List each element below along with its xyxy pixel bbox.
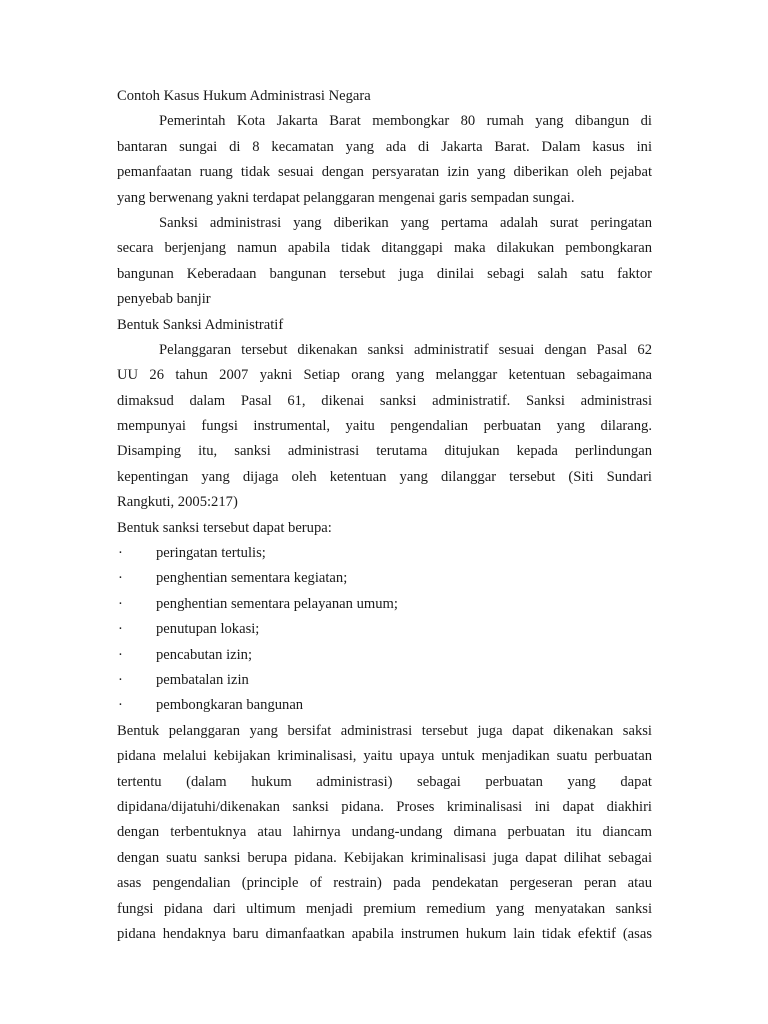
list-item-text: pencabutan izin; [156, 646, 253, 663]
list-item [117, 668, 652, 693]
paragraph-line: Pelanggaran tersebut dikenakan sanksi administratif sesuai dengan Pasal 62 [159, 341, 652, 358]
list-item-text: penutupan lokasi; [156, 621, 260, 638]
paragraph-line: pidana hendaknya baru dimanfaatkan apabila instrumen hukum lain tidak efektif (asas [117, 925, 652, 942]
list-item [117, 617, 652, 642]
paragraph-line: tertentu (dalam hukum administrasi) sebagai perbuatan yang dapat [117, 773, 652, 790]
section-heading: Bentuk Sanksi Administratif [117, 316, 284, 333]
paragraph-3 [117, 338, 652, 516]
list-item-text: penghentian sementara pelayanan umum; [156, 595, 398, 612]
paragraph-line: dimaksud dalam Pasal 61, dikenai sanksi administratif. Sanksi administrasi [117, 392, 652, 409]
list-item-text: pembongkaran bangunan [156, 697, 304, 714]
list-item-text: peringatan tertulis; [156, 545, 266, 562]
bullet-icon: · [118, 697, 123, 714]
sanction-list [117, 541, 652, 719]
list-item [117, 592, 652, 617]
bullet-icon: · [118, 570, 123, 587]
bullet-icon: · [118, 646, 123, 663]
list-intro: Bentuk sanksi tersebut dapat berupa: [117, 519, 332, 536]
document-page [117, 84, 652, 947]
bullet-icon: · [118, 545, 123, 562]
paragraph-line: pemanfaatan ruang tidak sesuai dengan persyaratan izin yang diberikan oleh pejabat [117, 164, 652, 181]
paragraph-line: kepentingan yang dijaga oleh ketentuan yang dilanggar tersebut (Siti Sundari [117, 468, 652, 485]
paragraph-line: Rangkuti, 2005:217) [117, 494, 238, 511]
list-item [117, 541, 652, 566]
bullet-icon: · [118, 621, 123, 638]
paragraph-line: secara berjenjang namun apabila tidak ditanggapi maka dilakukan pembongkaran [117, 240, 652, 257]
paragraph-line: dengan terbentuknya atau lahirnya undang-undang dimana perbuatan itu diancam [117, 824, 652, 841]
paragraph-line: Bentuk pelanggaran yang bersifat administrasi tersebut juga dapat dikenakan saksi [117, 722, 652, 739]
paragraph-4 [117, 719, 652, 948]
paragraph-line: bangunan Keberadaan bangunan tersebut juga dinilai sebagi salah satu faktor [117, 265, 652, 282]
list-item [117, 566, 652, 591]
paragraph-line: pidana melalui kebijakan kriminalisasi, yaitu upaya untuk menjadikan suatu perbuatan [117, 748, 652, 765]
list-item [117, 693, 652, 718]
paragraph-line: penyebab banjir [117, 291, 211, 308]
list-item-text: pembatalan izin [156, 671, 249, 688]
bullet-icon: · [118, 671, 123, 688]
paragraph-line: fungsi pidana dari ultimum menjadi premium remedium yang menyatakan sanksi [117, 900, 652, 917]
paragraph-line: Pemerintah Kota Jakarta Barat membongkar 80 rumah yang dibangun di [159, 113, 652, 130]
bullet-icon: · [118, 595, 123, 612]
paragraph-line: dengan suatu sanksi berupa pidana. Kebijakan kriminalisasi juga dapat dilihat sebagai [117, 849, 652, 866]
paragraph-line: bantaran sungai di 8 kecamatan yang ada di Jakarta Barat. Dalam kasus ini [117, 138, 652, 155]
paragraph-2 [117, 211, 652, 313]
paragraph-line: UU 26 tahun 2007 yakni Setiap orang yang melanggar ketentuan sebagaimana [117, 367, 652, 384]
document-title: Contoh Kasus Hukum Administrasi Negara [117, 88, 371, 104]
paragraph-line: dipidana/dijatuhi/dikenakan sanksi pidana. Proses kriminalisasi ini dapat diakhiri [117, 798, 652, 815]
paragraph-1 [117, 109, 652, 211]
paragraph-line: asas pengendalian (principle of restrain) pada pendekatan pergeseran peran atau [117, 875, 652, 892]
paragraph-line: Sanksi administrasi yang diberikan yang pertama adalah surat peringatan [159, 214, 652, 231]
list-item [117, 643, 652, 668]
paragraph-line: Disamping itu, sanksi administrasi terutama ditujukan kepada perlindungan [117, 443, 652, 460]
list-item-text: penghentian sementara kegiatan; [156, 570, 348, 587]
paragraph-line: yang berwenang yakni terdapat pelanggaran mengenai garis sempadan sungai. [117, 189, 575, 206]
paragraph-line: mempunyai fungsi instrumental, yaitu pengendalian perbuatan yang dilarang. [117, 418, 652, 435]
